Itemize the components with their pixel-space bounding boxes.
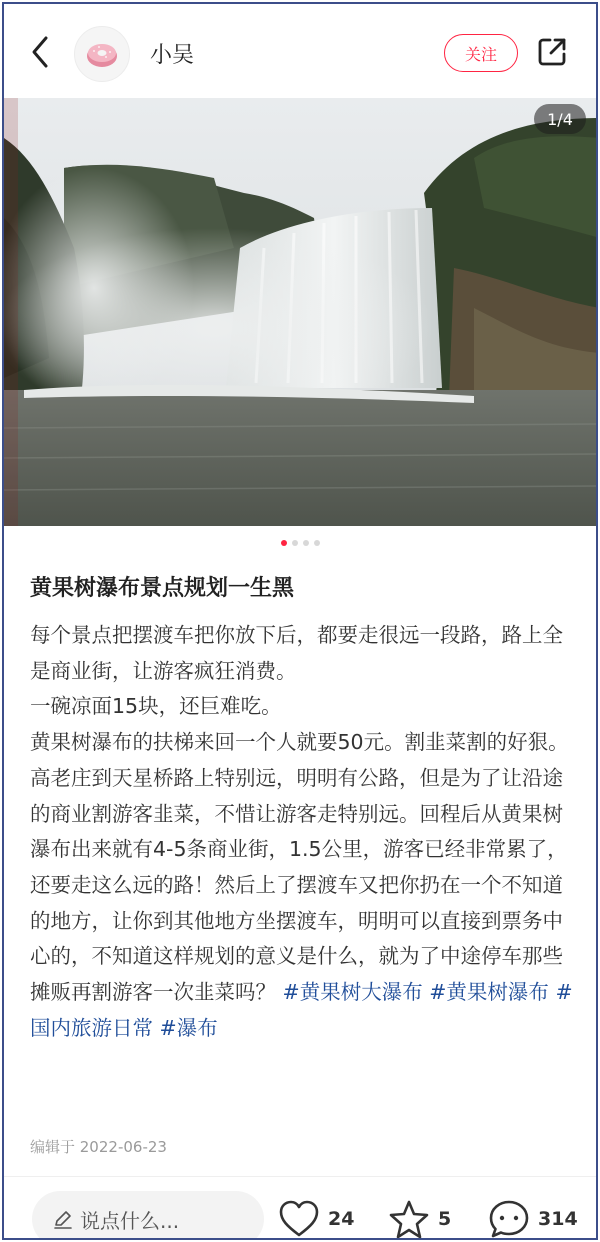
comments-button[interactable] [488,1199,578,1239]
follow-button[interactable]: 关注 [444,34,518,72]
share-button[interactable] [534,34,570,70]
comment-placeholder: 说点什么... [80,1208,180,1233]
chevron-left-icon [22,32,62,72]
heart-icon [278,1199,320,1239]
collect-count: 5 [438,1208,452,1230]
post-image-waterfall[interactable] [4,98,596,526]
post-detail-screen [2,2,598,1240]
like-button[interactable] [278,1199,354,1239]
share-icon [534,34,570,70]
collect-button[interactable] [388,1199,451,1239]
carousel-dot [303,540,309,546]
image-counter: 1/4 [534,104,586,134]
hashtag-link[interactable]: #黄果树瀑布 [429,980,549,1005]
comment-input[interactable] [32,1191,264,1240]
carousel-dot [281,540,287,546]
edit-date: 编辑于 2022-06-23 [30,1138,167,1156]
post-paragraph: 每个景点把摆渡车把你放下后，都要走很远一段路，路上全是商业街，让游客疯狂消费。 [30,623,563,683]
post-paragraph: 高老庄到天星桥路上特别远，明明有公路，但是为了让沿途的商业割游客韭菜，不惜让游客走特别远。回程后从黄果树瀑布出来就有4-5条商业街，1.5公里，游客已经非常累了，还要走这么远的路！然后上了摆渡车又把你扔在一个不知道的地方，让你到其他地方坐摆渡车，明明可以直接到票务中心的，不知道这样规划的意义是什么，就为了中途停车那些摊贩再割游客一次韭菜吗？ [30,765,568,1005]
carousel-dot [292,540,298,546]
bottom-action-bar [4,1176,596,1240]
back-button[interactable] [22,32,62,72]
comment-count: 314 [538,1208,578,1230]
top-bar [4,4,596,98]
hashtag-link[interactable]: #国内旅游日常 [30,980,573,1040]
star-icon [388,1199,430,1239]
hashtag-link[interactable]: #黄果树大瀑布 [282,980,423,1005]
hashtag-link[interactable]: #瀑布 [159,1015,218,1040]
avatar[interactable] [74,26,130,82]
comment-bubble-icon [488,1199,530,1239]
post-title: 黄果树瀑布景点规划一生黑 [30,576,295,601]
post-paragraph: 黄果树瀑布的扶梯来回一个人就要50元。割韭菜割的好狠。 [30,730,569,755]
post-paragraph: 一碗凉面15块，还巨难吃。 [30,694,282,719]
like-count: 24 [328,1208,355,1230]
pencil-icon [52,1208,74,1230]
carousel-indicator [4,540,596,546]
carousel-dot [314,540,320,546]
post-paragraph-with-tags [30,761,578,1047]
post-body [30,618,578,1046]
author-name[interactable]: 小吴 [150,43,195,68]
donut-avatar-icon [84,36,120,72]
